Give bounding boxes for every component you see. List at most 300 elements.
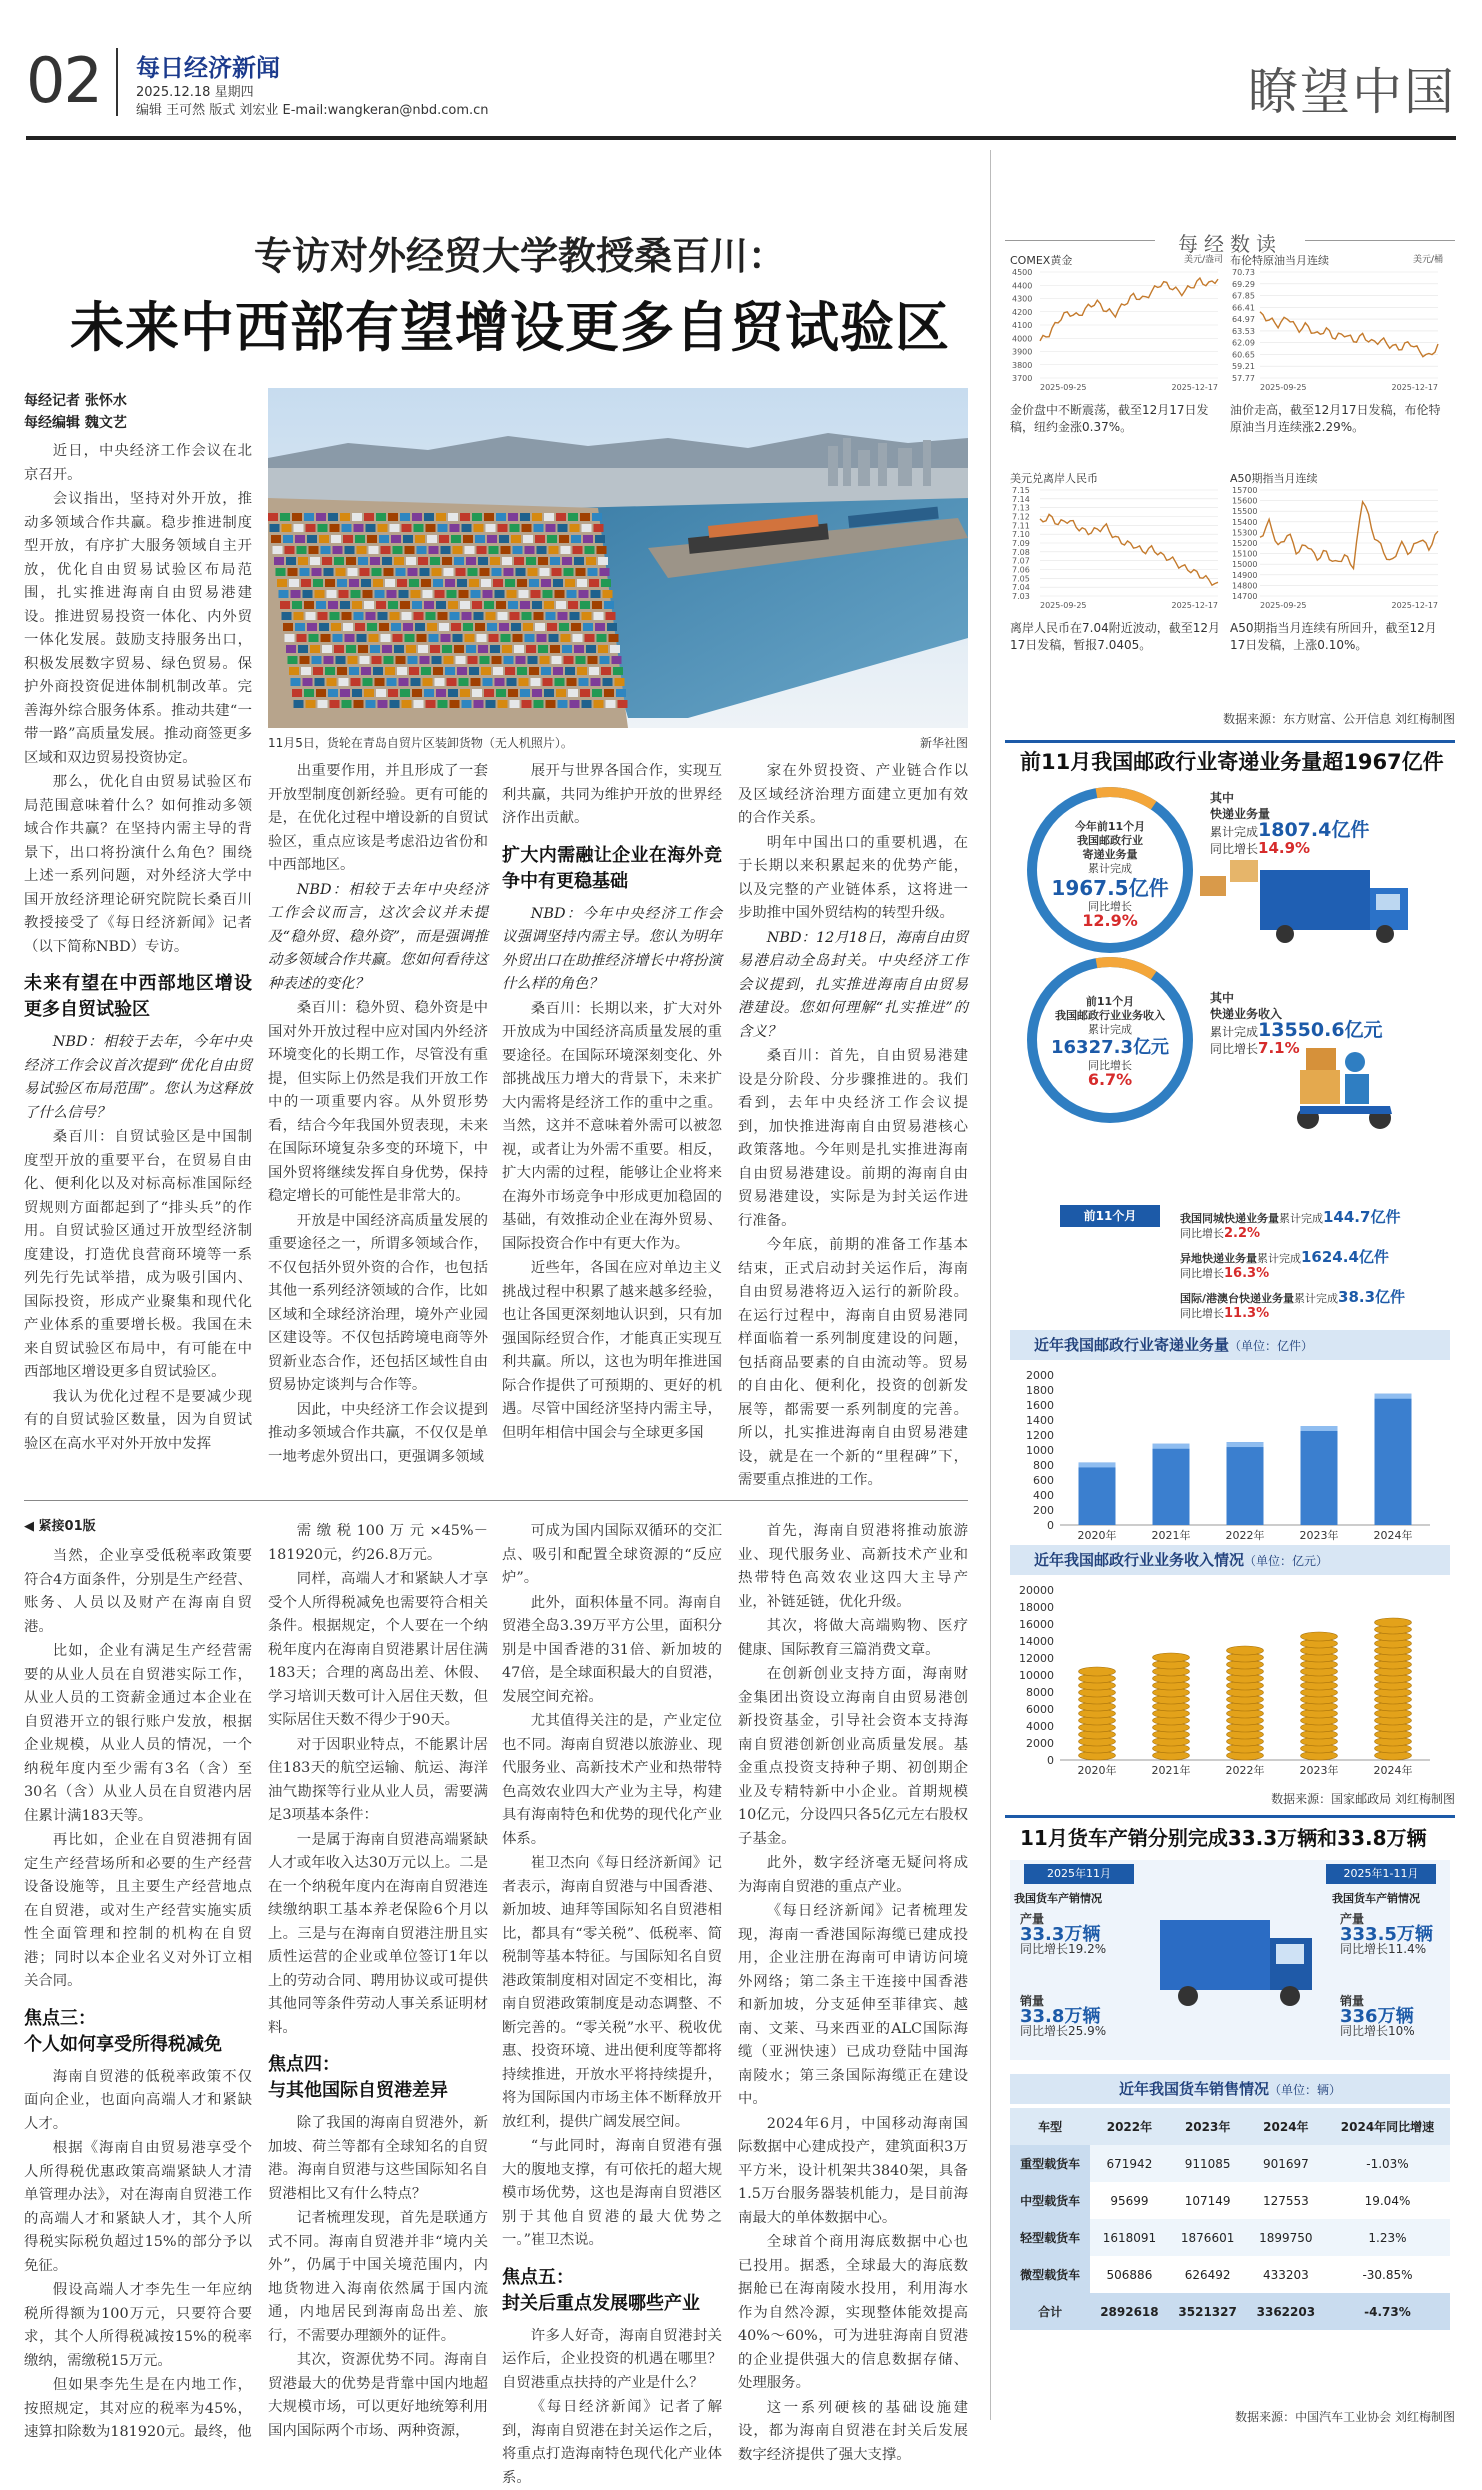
container-block xyxy=(549,634,559,642)
container-block xyxy=(286,645,296,653)
express-growth: 14.9% xyxy=(1258,839,1311,857)
container-block xyxy=(550,557,560,565)
container-block xyxy=(571,623,581,631)
container-block xyxy=(540,568,550,576)
paragraph: 全球首个商用海底数据中心也已投用。据悉，全球最大的海底数据舱已在海南陵水投用，利用海水作为自然冷源，实现整体能效提高40%～60%，可为进驻海南自贸港的企业提供强大的信息数据存储、处理服务。 xyxy=(738,2234,968,2391)
paragraph: 近日，中央经济工作会议在北京召开。 xyxy=(24,443,252,483)
container-block xyxy=(316,601,326,609)
container-block xyxy=(397,667,407,675)
container-block xyxy=(429,546,439,554)
container-block xyxy=(424,601,434,609)
container-block xyxy=(279,590,289,598)
container-block xyxy=(435,590,445,598)
y-tick-label: 7.14 xyxy=(1012,494,1030,504)
container-block xyxy=(315,678,325,686)
container-block xyxy=(400,601,410,609)
y-tick-label: 6000 xyxy=(1026,1703,1054,1716)
container-block xyxy=(525,546,535,554)
container-block xyxy=(508,513,518,521)
paragraph: 对于因职业特点，不能累计居住183天的航空运输、航运、海洋油气勘探等行业从业人员，需要满足3项基本条件： xyxy=(268,1736,488,1823)
container-block xyxy=(466,645,476,653)
container-block xyxy=(501,634,511,642)
container-block xyxy=(357,634,367,642)
container-block xyxy=(336,656,346,664)
section-heading-1: 未来有望在中西部地区增设更多自贸试验区 xyxy=(24,973,252,1020)
table-header-cell: 2023年 xyxy=(1169,2108,1247,2145)
paragraph: 因此，中央经济工作会议提到推动多领域合作共赢，不仅仅是单一地考虑外贸出口，更强调多领域 xyxy=(268,1401,488,1465)
postal-item-value: 144.7亿件 xyxy=(1323,1208,1401,1226)
container-block xyxy=(340,513,350,521)
bar xyxy=(1079,1462,1116,1525)
container-block xyxy=(358,557,368,565)
truck-source: 数据来源：中国汽车工业协会 刘红梅制图 xyxy=(1235,2410,1455,2424)
container-block xyxy=(471,590,481,598)
container-block xyxy=(546,524,556,532)
port-photo xyxy=(268,388,968,728)
container-block xyxy=(586,645,596,653)
paragraph: 会议指出，坚持对外开放，推动多领域合作共赢。稳步推进制度型开放，有序扩大服务领域自主开放，优化自由贸易试验区布局范围，扎实推进海南自由贸易港建设。推进贸易投资一体化、内外贸一体化发展。鼓励支持服务出口，积极发展数字贸易、绿色贸易。保护外商投资促进体制机制改革。完善海外综合服务体系。推动共建“一带一路”高质量发展。推动商签更多区域和双边贸易投资协定。 xyxy=(24,491,252,766)
paragraph: 家在外贸投资、产业链合作以及区域经济治理方面建立更加有效的合作关系。 xyxy=(738,763,968,826)
container-block xyxy=(547,535,557,543)
y-tick-label: 63.53 xyxy=(1232,326,1255,336)
revenue-value: 16327.3亿元 xyxy=(1051,1037,1169,1058)
container-block xyxy=(423,678,433,686)
container-block xyxy=(456,656,466,664)
container-block xyxy=(289,579,299,587)
container-block xyxy=(325,667,335,675)
express-growth-label: 同比增长 xyxy=(1210,842,1259,856)
volume-stat xyxy=(1050,820,1170,928)
container-block xyxy=(285,546,295,554)
mini-line-chart xyxy=(1230,484,1445,614)
container-block xyxy=(348,568,358,576)
container-block xyxy=(448,601,458,609)
container-block xyxy=(432,656,442,664)
container-block xyxy=(427,623,437,631)
mini-chart-caption: 离岸人民币在7.04附近波动，截至12月17日发稿，暂报7.0405。 xyxy=(1010,621,1220,652)
bar xyxy=(1153,1444,1190,1525)
volume-growth-label: 同比增长 xyxy=(1088,900,1132,913)
container-block xyxy=(268,513,278,521)
revenue-growth: 6.7% xyxy=(1087,1070,1133,1089)
container-block xyxy=(304,689,314,697)
container-block xyxy=(522,700,532,708)
container-block xyxy=(568,601,578,609)
container-block xyxy=(541,579,551,587)
paragraph: 桑百川：长期以来，扩大对外开放成为中国经济高质量发展的重要途径。在国际环境深刻变化、外部挑战压力增大的背景下，未来扩大内需将是经济工作的重中之重。当然，这并不意味着外需可以被忽视，或者让为外需不重要。相反，扩大内需的过程，能够让企业将来在海外市场竞争中形成更加稳固的基础，有效推动企业在海外贸易、国际投资合作中有更大作为。 xyxy=(502,1000,722,1252)
container-block xyxy=(523,623,533,631)
container-block xyxy=(321,546,331,554)
container-block xyxy=(424,513,434,521)
container-block xyxy=(408,656,418,664)
container-block xyxy=(520,601,530,609)
postal-item-cum: 累计完成 xyxy=(1294,1292,1339,1305)
container-block xyxy=(328,689,338,697)
y-tick-label: 7.03 xyxy=(1012,592,1030,601)
paragraph: 《每日经济新闻》记者梳理发现，海南一香港国际海缆已建成投用，企业注册在海南可申请访问境外网络；第二条主干连接中国香港和新加坡，分支延伸至菲律宾、越南、文莱、马来西亚的ALC国际海缆（亚洲快速）已成功登陆中国海南陵水；第三条国际海缆正在建设中。 xyxy=(738,1903,968,2107)
table-cell: 轻型载货车 xyxy=(1010,2219,1090,2256)
container-block xyxy=(309,634,319,642)
container-block xyxy=(463,623,473,631)
container-block xyxy=(558,612,568,620)
container-block xyxy=(618,700,628,708)
container-block xyxy=(474,700,484,708)
y-tick-label: 18000 xyxy=(1019,1601,1054,1614)
container-block xyxy=(582,612,592,620)
container-block xyxy=(300,568,310,576)
container-block xyxy=(304,513,314,521)
x-tick-label: 2025-12-17 xyxy=(1171,601,1218,610)
container-block xyxy=(606,700,616,708)
container-block xyxy=(402,612,412,620)
photo-credit: 新华社图 xyxy=(919,736,968,750)
container-block xyxy=(316,513,326,521)
container-block xyxy=(496,601,506,609)
container-block xyxy=(474,524,484,532)
y-tick-label: 7.06 xyxy=(1012,565,1030,575)
paragraph: 许多人好奇，海南自贸港封关运作后，企业投资的机遇在哪里？自贸港重点扶持的产业是什么？ xyxy=(502,2327,722,2391)
container-block xyxy=(514,557,524,565)
container-block xyxy=(483,678,493,686)
container-block xyxy=(564,568,574,576)
coin-stack xyxy=(1301,1632,1338,1760)
container-block xyxy=(349,667,359,675)
container-block xyxy=(340,601,350,609)
truck-table-title: 近年我国货车销售情况 xyxy=(1118,2080,1269,2098)
container-block xyxy=(531,678,541,686)
container-block xyxy=(288,656,298,664)
container-block xyxy=(336,568,346,576)
container-block xyxy=(342,524,352,532)
mini-line-chart xyxy=(1010,266,1225,396)
postal-item-growth: 16.3% xyxy=(1224,1266,1270,1281)
coin xyxy=(1227,1646,1264,1655)
container-block xyxy=(460,601,470,609)
express-stat xyxy=(1210,790,1450,857)
container-block xyxy=(612,656,622,664)
container-block xyxy=(283,623,293,631)
container-block xyxy=(529,579,539,587)
container-block xyxy=(412,601,422,609)
container-block xyxy=(318,524,328,532)
container-block xyxy=(376,689,386,697)
container-block xyxy=(304,601,314,609)
coin xyxy=(1375,1618,1412,1627)
container-block xyxy=(450,524,460,532)
paragraph: 我认为优化过程不是要减少现有的自贸试验区数量，因为自贸试验区在高水平对外开放中发挥 xyxy=(24,1388,252,1452)
y-tick-label: 2000 xyxy=(1026,1737,1054,1750)
container-block xyxy=(303,590,313,598)
container-block xyxy=(426,700,436,708)
container-block xyxy=(328,513,338,521)
table-cell: -4.73% xyxy=(1325,2293,1450,2330)
container-block xyxy=(384,568,394,576)
container-block xyxy=(384,656,394,664)
y-tick-label: 1600 xyxy=(1026,1399,1054,1412)
container-block xyxy=(292,689,302,697)
y-tick-label: 3900 xyxy=(1012,347,1033,357)
container-block xyxy=(361,579,371,587)
container-block xyxy=(325,579,335,587)
container-block xyxy=(520,513,530,521)
y-tick-label: 7.15 xyxy=(1012,486,1030,495)
mini-chart-title: COMEX黄金 xyxy=(1010,254,1073,267)
container-block xyxy=(520,689,530,697)
y-tick-label: 4000 xyxy=(1012,334,1033,344)
y-tick-label: 7.12 xyxy=(1012,512,1030,522)
container-block xyxy=(454,645,464,653)
container-block xyxy=(366,524,376,532)
section-heading-2: 扩大内需融让企业在海外竞争中有更稳基础 xyxy=(502,844,722,892)
container-block xyxy=(351,678,361,686)
table-cell: 506886 xyxy=(1106,2267,1153,2282)
y-tick-label: 4400 xyxy=(1012,281,1033,291)
container-block xyxy=(390,524,400,532)
express-revenue-label: 其中 快递业务收入 xyxy=(1210,991,1283,1021)
container-block xyxy=(550,645,560,653)
volume-label: 今年前11个月 我国邮政行业 寄递业务量 xyxy=(1074,820,1146,861)
paragraph: 其次，资源优势不同。海南自贸港最大的优势是背靠中国内地超大规模市场，可以更好地统筹利用国内国际两个市场、两种资源， xyxy=(268,2352,488,2439)
postal-item-label: 我国同城快递业务量 xyxy=(1180,1212,1279,1225)
mini-line-chart xyxy=(1230,266,1445,396)
container-block xyxy=(561,634,571,642)
container-block xyxy=(409,667,419,675)
container-block xyxy=(603,678,613,686)
container-block xyxy=(430,557,440,565)
container-block xyxy=(516,656,526,664)
container-block xyxy=(451,535,461,543)
container-block xyxy=(373,579,383,587)
x-tick-label: 2025-09-25 xyxy=(1040,601,1087,610)
container-block xyxy=(534,612,544,620)
container-block xyxy=(357,546,367,554)
container-block xyxy=(297,634,307,642)
mini-line-chart xyxy=(1010,484,1225,614)
container-block xyxy=(559,535,569,543)
paragraph: 《每日经济新闻》记者了解到，海南自贸港在封关运作之后，将重点打造海南特色现代化产业体系。 xyxy=(502,2399,722,2486)
container-block xyxy=(358,645,368,653)
digest-source: 数据来源：东方财富、公开信息 刘红梅制图 xyxy=(1223,712,1455,726)
container-block xyxy=(583,535,593,543)
paragraph: 当然，企业享受低税率政策要符合4方面条件，分别是生产经营、账务、人员以及财产在海南自贸港。 xyxy=(24,1548,252,1635)
container-block xyxy=(369,634,379,642)
y-tick-label: 400 xyxy=(1033,1489,1054,1502)
paragraph: 比如，企业有满足生产经营需要的从业人员在自贸港实际工作，从业人员的工资薪金通过本企业在自贸港开立的银行账户发放，根据企业规模，从业人员的情况，一个纳税年度内至少需有3名（含）至30名（含）从业人员在自贸港内居住累计满183天等。 xyxy=(24,1643,252,1824)
container-block xyxy=(354,524,364,532)
container-block xyxy=(342,612,352,620)
mini-chart-title: 美元兑离岸人民币 xyxy=(1010,472,1098,485)
container-block xyxy=(529,667,539,675)
article-column-4 xyxy=(738,760,968,1488)
container-block xyxy=(460,689,470,697)
container-block xyxy=(525,634,535,642)
container-block xyxy=(352,689,362,697)
container-block xyxy=(339,678,349,686)
container-block xyxy=(297,546,307,554)
truck-month-sales xyxy=(1020,1994,1106,2039)
mini-chart xyxy=(1230,470,1445,680)
container-block xyxy=(477,546,487,554)
y-tick-label: 1800 xyxy=(1026,1384,1054,1397)
container-block xyxy=(513,634,523,642)
container-block xyxy=(418,645,428,653)
postal-item-value: 38.3亿件 xyxy=(1338,1288,1406,1306)
y-tick-label: 15700 xyxy=(1232,486,1258,495)
container-block xyxy=(567,590,577,598)
container-block xyxy=(576,568,586,576)
container-block xyxy=(451,623,461,631)
postal-item xyxy=(1180,1290,1450,1321)
container-block xyxy=(534,700,544,708)
container-block xyxy=(403,535,413,543)
y-tick-label: 15200 xyxy=(1232,539,1258,548)
container-block xyxy=(363,590,373,598)
lower-column-3 xyxy=(502,1520,722,2486)
paragraph: NBD：今年中央经济工作会议强调坚持内需主导。您认为明年外贸出口在助推经济增长中将扮演什么样的角色？ xyxy=(502,905,722,992)
paragraph: 再比如，企业在自贸港拥有固定生产经营场所和必要的生产经营设备设施等，且主要生产经营地点在自贸港，或对生产经营实施实质性全面管理和控制的机构在自贸港；同时以本企业名义对外订立相关合同。 xyxy=(24,1832,252,1989)
container-block xyxy=(436,601,446,609)
container-block xyxy=(363,678,373,686)
container-block xyxy=(555,678,565,686)
table-header-row xyxy=(1010,2108,1450,2145)
y-tick-label: 15300 xyxy=(1232,528,1258,538)
photo-caption: 11月5日，货轮在青岛自贸片区装卸货物（无人机照片）。 xyxy=(268,736,573,750)
container-block xyxy=(598,645,608,653)
container-block xyxy=(475,623,485,631)
container-block xyxy=(306,524,316,532)
header-meta xyxy=(136,84,489,120)
digest-rule-right xyxy=(1305,240,1455,241)
container-block xyxy=(405,634,415,642)
container-block xyxy=(589,667,599,675)
container-block xyxy=(567,678,577,686)
container-block xyxy=(558,524,568,532)
container-block xyxy=(307,623,317,631)
container-block xyxy=(426,524,436,532)
jump-label: ◀ 紧接01版 xyxy=(24,1519,96,1534)
container-block xyxy=(573,634,583,642)
paragraph: 开放是中国经济高质量发展的重要途径之一，所谓多领域合作，不仅包括外贸外资的合作，也包括其他一系列经济领域的合作，比如区域和全球经济治理，境外产业园区建设等。不仅包括跨境电商等外贸新业态合作，还包括区域性自由贸易协定谈判与合作等。 xyxy=(268,1212,488,1393)
container-block xyxy=(379,535,389,543)
postal-item xyxy=(1180,1250,1450,1281)
container-block xyxy=(274,557,284,565)
coin xyxy=(1153,1653,1190,1662)
chart-2-title: 近年我国邮政行业业务收入情况 xyxy=(1034,1551,1245,1569)
y-tick-label: 67.85 xyxy=(1232,291,1255,301)
container-block xyxy=(390,612,400,620)
container-block xyxy=(510,524,520,532)
delivery-truck-icon xyxy=(1200,860,1408,943)
container-block xyxy=(468,568,478,576)
y-tick-label: 3800 xyxy=(1012,360,1033,370)
x-tick-label: 2025-12-17 xyxy=(1171,383,1218,392)
article-column-1 xyxy=(24,440,252,1480)
table-cell: 626492 xyxy=(1184,2267,1231,2282)
container-block xyxy=(604,601,614,609)
y-tick-label: 66.41 xyxy=(1232,303,1255,313)
container-block xyxy=(396,568,406,576)
container-block xyxy=(465,634,475,642)
container-block xyxy=(316,689,326,697)
container-block xyxy=(595,535,605,543)
container-block xyxy=(504,568,514,576)
container-block xyxy=(580,601,590,609)
lower-column-1 xyxy=(24,1545,252,2440)
container-block xyxy=(570,612,580,620)
y-sale-label: 销量 xyxy=(1340,1994,1365,2008)
container-block xyxy=(417,634,427,642)
container-block xyxy=(322,645,332,653)
article-column-3 xyxy=(502,760,722,1480)
container-block xyxy=(378,700,388,708)
y-tick-label: 0 xyxy=(1047,1754,1054,1767)
container-block xyxy=(291,678,301,686)
container-block xyxy=(582,524,592,532)
container-block xyxy=(399,678,409,686)
container-block xyxy=(330,612,340,620)
table-cell: 3362203 xyxy=(1247,2293,1325,2330)
y-prod-growth: 同比增长11.4% xyxy=(1340,1942,1427,1956)
container-block xyxy=(438,612,448,620)
m-sale-label: 销量 xyxy=(1020,1994,1045,2008)
paragraph: “与此同时，海南自贸港有强大的腹地支撑，有可依托的超大规模市场优势，这也是海南自贸港区别于其他自贸港的最大优势之一。”崔卫杰说。 xyxy=(502,2138,722,2248)
y-tick-label: 15000 xyxy=(1232,560,1258,570)
container-block xyxy=(528,656,538,664)
container-block xyxy=(522,524,532,532)
container-block xyxy=(477,634,487,642)
container-block xyxy=(517,579,527,587)
postal-volume-bar-chart xyxy=(1010,1365,1450,1545)
container-block xyxy=(613,667,623,675)
container-block xyxy=(412,689,422,697)
table-cell: 671942 xyxy=(1090,2145,1168,2182)
container-block xyxy=(460,513,470,521)
container-block xyxy=(441,634,451,642)
table-row xyxy=(1010,2219,1450,2256)
y-tick-label: 15400 xyxy=(1232,517,1258,527)
y-tick-label: 7.09 xyxy=(1012,539,1030,548)
container-block xyxy=(273,546,283,554)
container-block xyxy=(421,579,431,587)
focus-5-title: 焦点五： 封关后重点发展哪些产业 xyxy=(502,2266,700,2314)
table-row xyxy=(1010,2145,1450,2182)
postal-item-label: 异地快递业务量 xyxy=(1180,1252,1257,1265)
y-sale-value: 336万辆 xyxy=(1340,2006,1414,2027)
paragraph: NBD：相较于去年中央经济工作会议而言，这次会议并未提及“稳外贸、稳外资”，而是强调推动多领域合作共赢。您如何看待这种表述的变化？ xyxy=(268,881,488,992)
container-block xyxy=(337,579,347,587)
container-block xyxy=(502,557,512,565)
mini-chart-unit: 美元/桶 xyxy=(1412,255,1443,265)
container-block xyxy=(568,689,578,697)
table-header-cell: 2022年 xyxy=(1090,2108,1168,2145)
container-block xyxy=(502,645,512,653)
coin xyxy=(1301,1632,1338,1641)
container-block xyxy=(301,579,311,587)
container-block xyxy=(558,700,568,708)
container-block xyxy=(381,546,391,554)
container-block xyxy=(508,689,518,697)
container-block xyxy=(523,535,533,543)
bar-top xyxy=(1375,1394,1412,1399)
paragraph: 记者梳理发现，首先是联通方式不同。海南自贸港并非“境内关外”，仍属于中国关境范围内，内地货物进入海南依然属于国内流通，内地居民到海南岛出差、旅行，不需要办理额外的证件。 xyxy=(268,2210,488,2344)
focus-3-title: 焦点三： 个人如何享受所得税减免 xyxy=(24,2007,222,2055)
container-block xyxy=(318,612,328,620)
y-tick-label: 3700 xyxy=(1012,374,1033,383)
container-block xyxy=(607,623,617,631)
container-block xyxy=(327,678,337,686)
container-block xyxy=(301,667,311,675)
container-block xyxy=(604,689,614,697)
